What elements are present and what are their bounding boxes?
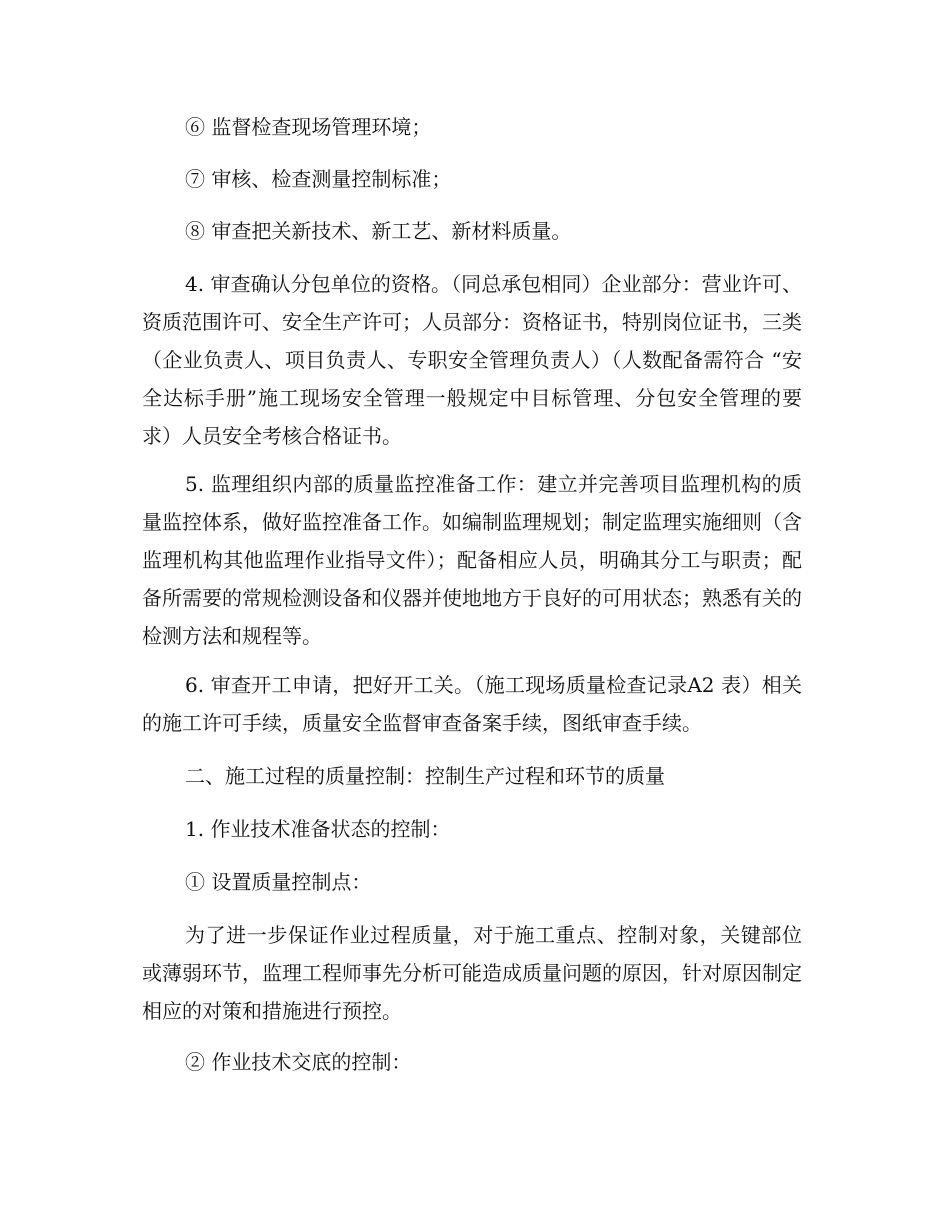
paragraph-item-6: ⑥ 监督检查现场管理环境； — [185, 115, 432, 139]
paragraph-item-8: ⑧ 审查把关新技术、新工艺、新材料质量。 — [185, 219, 572, 243]
paragraph-start-application: 6. 审查开工申请，把好开工关。（施工现场质量检查记录A2 表）相关的施工许可手续，质量安全监督审查备案手续，图纸审查手续。 — [142, 673, 802, 735]
subheading-work-preparation: 1. 作业技术准备状态的控制： — [185, 817, 451, 841]
item-technical-briefing: ② 作业技术交底的控制： — [185, 1050, 412, 1074]
section-heading-construction-process: 二、施工过程的质量控制：控制生产过程和环节的质量 — [185, 764, 665, 788]
paragraph-subcontractor-qualification: 4. 审查确认分包单位的资格。（同总承包相同）企业部分：营业许可、资质范围许可、安全生产许可；人员部分：资格证书，特别岗位证书，三类（企业负责人、项目负责人、专职安全管理负责人）（人数配备需符合 “安全达标手册”施工现场安全管理一般规定中目标管理、分包安全管理的要求）人员安全考核合格证书。 — [142, 272, 802, 448]
paragraph-control-points-description: 为了进一步保证作业过程质量，对于施工重点、控制对象，关键部位或薄弱环节，监理工程师事先分析可能造成质量问题的原因，针对原因制定相应的对策和措施进行预控。 — [142, 923, 802, 1023]
item-quality-control-points: ① 设置质量控制点： — [185, 870, 372, 894]
paragraph-internal-quality-preparation: 5. 监理组织内部的质量监控准备工作：建立并完善项目监理机构的质量监控体系，做好监控准备工作。如编制监理规划；制定监理实施细则（含监理机构其他监理作业指导文件）；配备相应人员，明确其分工与职责；配备所需要的常规检测设备和仪器并使地地方于良好的可用状态；熟悉有关的检测方法和规程等。 — [142, 472, 802, 648]
paragraph-item-7: ⑦ 审核、检查测量控制标准； — [185, 167, 452, 191]
